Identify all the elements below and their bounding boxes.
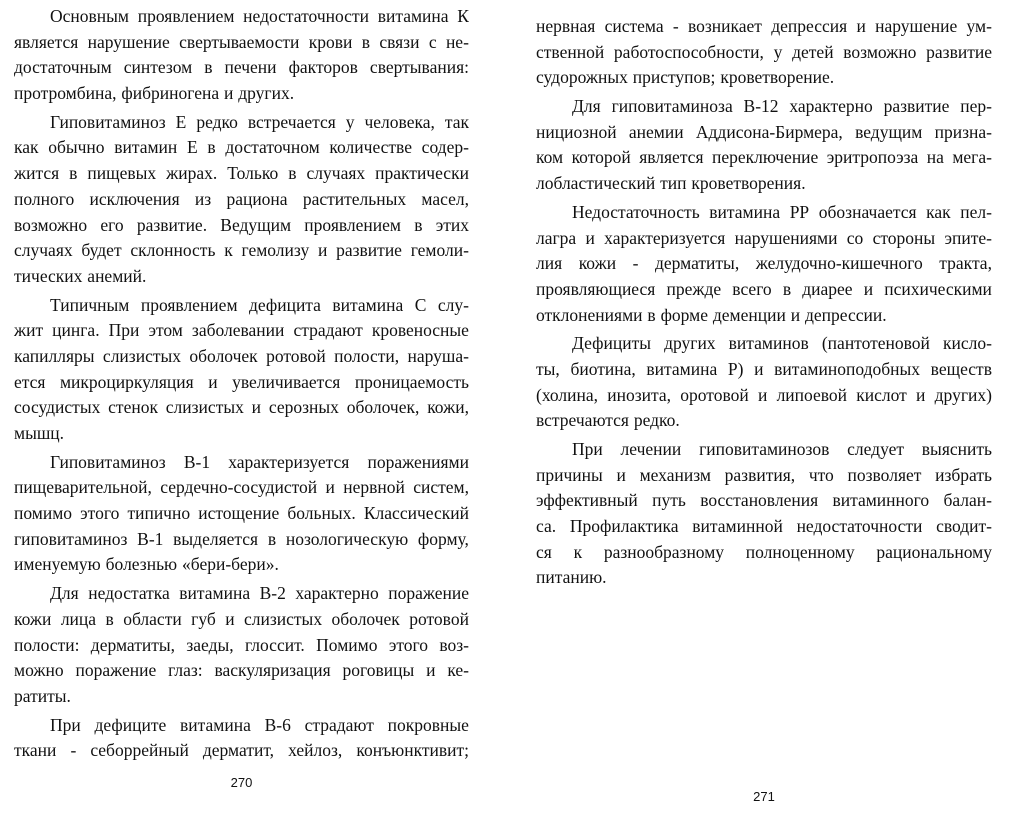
paragraph [14, 293, 469, 447]
paragraph [536, 437, 992, 591]
paragraph [14, 581, 469, 709]
text-line: эффективный путь восстановления витаминного балан- [536, 490, 992, 511]
text-line: причины и механизм развития, что позволяет избрать [536, 464, 992, 485]
text-line: ется микроциркуляция и увеличивается проницаемость [14, 371, 469, 392]
text-line: Гиповитаминоз Е редко встречается у человека, так [50, 111, 469, 132]
text-line: лагра и характеризуется нарушениями со стороны эпите- [536, 227, 992, 248]
paragraph [14, 450, 469, 578]
text-line: возможно его развитие. Ведущим проявлением в этих [14, 214, 469, 235]
text-line: ткани - себоррейный дерматит, хейлоз, конъюнктивит; [14, 740, 469, 761]
text-line: жит цинга. При этом заболевании страдают кровеносные [14, 320, 469, 341]
text-line: Основным проявлением недостаточности витамина К [50, 6, 469, 26]
text-line: (холина, инозита, оротовой и липоевой кислот и других) [536, 384, 992, 405]
text-line: питанию. [536, 567, 607, 588]
text-line: са. Профилактика витаминной недостаточности сводит- [536, 516, 992, 537]
text-line: полного исключения из рациона растительных масел, [14, 188, 469, 209]
left-page-text [14, 4, 469, 764]
paragraph [536, 200, 992, 328]
text-line: ся к разнообразному полноценному рациональному [536, 541, 992, 562]
text-line: мышц. [14, 423, 65, 443]
text-line: сосудистых стенок слизистых и серозных оболочек, кожи, [14, 397, 469, 418]
text-line: как обычно витамин Е в достаточном количестве содер- [14, 137, 469, 158]
text-line: тических анемий. [14, 265, 147, 286]
paragraph [14, 713, 469, 764]
text-line: Для гиповитаминоза В-12 характерно развитие пер- [572, 96, 992, 117]
text-line: Для недостатка витамина В-2 характерно поражение [50, 583, 469, 604]
text-line: жится в пищевых жирах. Только в случаях практически [14, 163, 469, 184]
page-number-right: 271 [753, 789, 775, 804]
text-line: капилляры слизистых оболочек ротовой полости, наруша- [14, 345, 469, 366]
text-line: случаях будет склонность к гемолизу и развитие гемоли- [14, 240, 469, 261]
paragraph [536, 14, 992, 91]
text-line: Гиповитаминоз В-1 характеризуется поражениями [50, 451, 469, 472]
page-number-left: 270 [230, 775, 253, 790]
text-line: ственной работоспособности, у детей возможно развитие [536, 41, 992, 62]
text-line: отклонениями в форме деменции и депрессии. [536, 304, 887, 325]
text-line: проявляющиеся прежде всего в диарее и психическими [536, 278, 992, 299]
paragraph [536, 331, 992, 434]
text-line: можно поражение глаз: васкуляризация роговицы и ке- [14, 660, 469, 681]
text-line: лобластический тип кроветворения. [536, 173, 806, 194]
text-line: Дефициты других витаминов (пантотеновой кисло- [572, 333, 992, 354]
text-line: судорожных приступов; кроветворение. [536, 67, 835, 88]
text-line: пищеварительной, сердечно-сосудистой и нервной систем, [14, 477, 469, 498]
paragraph [14, 4, 469, 107]
text-line: помимо этого типично истощение больных. Классический [14, 503, 469, 524]
text-line: ратиты. [14, 685, 71, 706]
text-line: именуемую болезнью «бери-бери». [14, 554, 279, 575]
text-line: встречаются редко. [536, 410, 680, 431]
text-line: Недостаточность витамина РР обозначается как пел- [572, 201, 992, 222]
paragraph [536, 94, 992, 197]
paragraph [14, 110, 469, 290]
right-page-text [536, 14, 992, 591]
text-line: гиповитаминоз В-1 выделяется в нозологическую форму, [14, 528, 469, 549]
text-line: протромбина, фибриногена и других. [14, 83, 295, 104]
text-line: кожи лица в области губ и слизистых оболочек ротовой [14, 608, 469, 629]
text-line: нициозной анемии Аддисона-Бирмера, ведущим призна- [536, 121, 992, 142]
text-line: лия кожи - дерматиты, желудочно-кишечного тракта, [536, 253, 992, 274]
text-line: достаточным синтезом в печени факторов свертывания: [14, 57, 469, 78]
text-line: ты, биотина, витамина Р) и витаминоподобных веществ [536, 358, 992, 379]
text-line: При лечении гиповитаминозов следует выяснить [572, 439, 992, 459]
text-line: ком которой является переключение эритропоэза на мега- [536, 147, 992, 168]
text-line: полости: дерматиты, заеды, глоссит. Помимо этого воз- [14, 634, 469, 655]
text-line: нервная система - возникает депрессия и нарушение ум- [536, 16, 992, 36]
text-line: При дефиците витамина В-6 страдают покровные [50, 714, 469, 735]
text-line: Типичным проявлением дефицита витамина С слу- [50, 294, 469, 315]
text-line: является нарушение свертываемости крови в связи с не- [14, 31, 469, 52]
